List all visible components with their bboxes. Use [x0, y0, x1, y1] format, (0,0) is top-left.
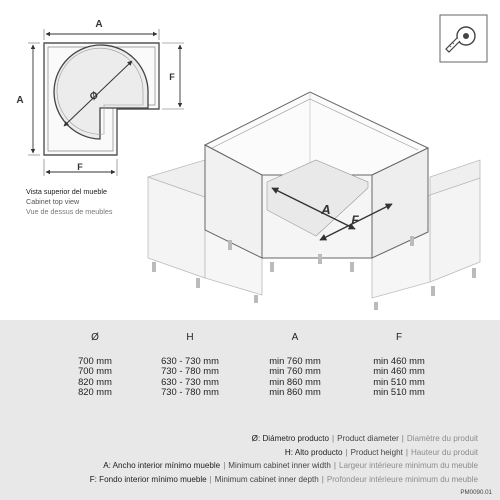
header-width: A [291, 332, 299, 343]
cell-r1-width: min 760 mm [269, 355, 321, 366]
right-f-label: F [169, 72, 175, 82]
top-view-drawing [28, 29, 184, 176]
cell-r4-depth: min 510 mm [373, 386, 425, 398]
tape-measure-icon [440, 15, 487, 62]
bottom-f-label: F [77, 162, 83, 172]
caption-fr: Vue de dessus de meubles [26, 207, 113, 216]
cell-r4-width: min 860 mm [269, 386, 321, 398]
caption-es: Vista superior del mueble [26, 187, 107, 196]
cell-r3-height: 630 - 730 mm [161, 375, 219, 387]
cell-r4-diameter: 820 mm [78, 386, 112, 398]
legend-row-depth: F: Fondo interior mínimo mueble | Minimum cabinet inner depth | Profondeur intérieure minimum du meuble [89, 474, 478, 484]
spec-panel [0, 320, 500, 500]
legend-row-diameter: Ø: Diámetro producto | Product diameter | Diamètre du produit [251, 434, 478, 443]
col-diameter [60, 332, 130, 398]
caption-en: Cabinet top view [26, 197, 80, 206]
left-a-label: A [16, 95, 24, 106]
reference-code: PM0090.01 [460, 489, 492, 496]
legend-row-height: H: Alto producto | Product height | Hauteur du produit [284, 447, 478, 457]
header-depth: F [395, 332, 403, 343]
col-height [145, 332, 235, 398]
iso-f-label: F [351, 213, 359, 227]
header-height: H [186, 332, 194, 343]
cell-r3-diameter: 820 mm [78, 375, 112, 387]
cell-r2-height: 730 - 780 mm [161, 365, 219, 377]
col-width [252, 332, 338, 398]
legend-row-width: A: Ancho interior mínimo mueble | Minimum cabinet inner width | Largeur intérieure minimum du meuble [103, 461, 478, 471]
cell-r1-diameter: 700 mm [78, 355, 112, 366]
cell-r3-width: min 860 mm [269, 375, 321, 387]
isometric-cabinet-drawing [148, 92, 480, 310]
iso-a-label: A [321, 202, 331, 217]
top-view-caption [26, 187, 112, 217]
cell-r1-depth: min 460 mm [373, 355, 425, 366]
cell-r3-depth: min 510 mm [373, 375, 425, 387]
cell-r2-width: min 760 mm [269, 365, 321, 377]
col-depth [356, 332, 442, 398]
legend [90, 432, 478, 486]
header-diameter: Ø [91, 332, 99, 343]
cell-r2-diameter: 700 mm [78, 365, 112, 377]
cell-r2-depth: min 460 mm [373, 365, 425, 377]
top-a-label: A [95, 19, 103, 30]
cell-r1-height: 630 - 730 mm [161, 355, 219, 366]
cell-r4-height: 730 - 780 mm [161, 386, 219, 398]
diameter-label: Ø [87, 89, 101, 104]
